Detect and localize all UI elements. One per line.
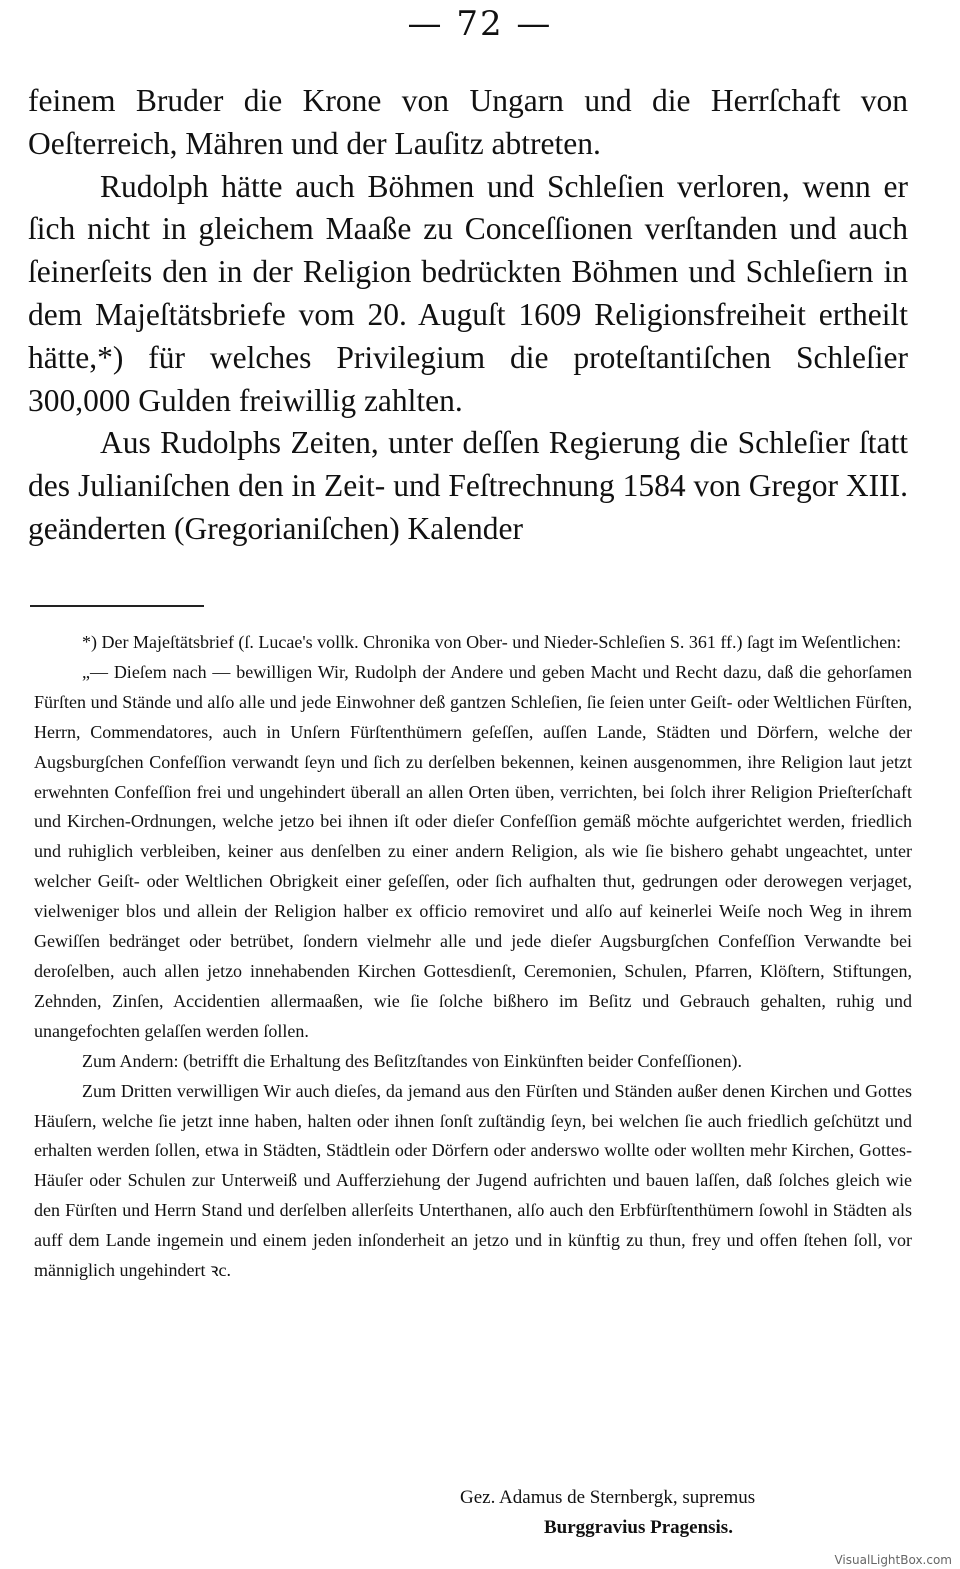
- footnote-paragraph: „— Dieſem nach — bewilligen Wir, Rudolph der Andere und geben Macht und Recht dazu, daß die gehorſamen Fürſten und Stände und alſo alle und jede Einwohner deß gantzen Schleſien, ſie ſeien unter Geiſt- oder Weltlichen Fürſten, Herrn, Commendatores, auch in Unſern Fürſtenthümern geſeſſen, auſſen Lande, Städten und Dörfern, welche der Augsburgſchen Confeſſion verwandt ſeyn und ſich zu derſelben bekennen, keinen ausgenommen, ihre Religion laut jetzt erwehnten Confeſſion frei und ungehindert überall an allen Orten üben, verrichten, bei ſolch ihrer Religion Prieſterſchaft und Kirchen-Ordnungen, welche jetzo bei ihnen iſt oder dieſer Confeſſion gemäß möchte aufgerichtet werden, friedlich und ruhiglich verbleiben, keiner aus denſelben zu einer andern Religion, als wie ſie bishero gehabt ungeachtet, unter welcher Geiſt- oder Weltlichen Obrigkeit einer geſeſſen, oder ſich aufhalten thut, gedrungen oder derowegen verjaget, vielweniger blos und allein der Religion halber ex officio removiret und alſo auf keinerlei Weiſe noch Weg in ihrem Gewiſſen bedränget oder betrübet, ſondern vielmehr alle und jede dieſer Augsburgſchen Confeſſion Verwandte bei deroſelben, auch allen jetzo innehabenden Kirchen Gottesdienſt, Ceremonien, Schulen, Pfarren, Klöſtern, Stiftungen, Zehnden, Zinſen, Accidentien allermaaßen, wie ſie ſolche bißhero im Beſitz und Gebrauch gehalten, ruhig und unangefochten gelaſſen werden ſollen.: [34, 661, 912, 1041]
- page-number: — 72 —: [407, 4, 553, 44]
- body-paragraph: Aus Rudolphs Zeiten, unter deſſen Regierung die Schleſier ſtatt des Julianiſchen den in Zeit- und Feſtrechnung 1584 von Gregor XIII. geänderten (Gregorianiſchen) Kalender: [28, 425, 908, 546]
- signature-line: Gez. Adamus de Sternbergk, supremus: [460, 1487, 756, 1508]
- footnote-paragraph: Zum Andern: (betrifft die Erhaltung des Beſitzſtandes von Einkünften beider Confeſſionen).: [82, 1050, 742, 1071]
- body-paragraph: Rudolph hätte auch Böhmen und Schleſien verloren, wenn er ſich nicht in gleichem Maaße zu Conceſſionen verſtanden und auch ſeinerſeits den in der Religion bedrückten Böhmen und Schleſiern in dem Majeſtätsbriefe vom 20. Auguſt 1609 Religionsfreiheit ertheilt hätte,*) für welches Privilegium die proteſtantiſchen Schleſier 300,000 Gulden freiwillig zahlten.: [28, 168, 908, 418]
- footnote-paragraph: Zum Dritten verwilligen Wir auch dieſes, da jemand aus den Fürſten und Ständen außer denen Kirchen und Gottes Häuſern, welche ſie jetzt inne haben, halten oder ihnen ſonſt zuſtändig ſeyn, bei welchen ſie auch friedlich geſchützt und erhalten werden ſollen, etwa in Städten, Städtlein oder Dörfern oder anderswo wollte oder wollten mehr Kirchen, Gottes-Häuſer oder Schulen zur Unterweiß und Aufferziehung der Jugend aufrichten und bauen laſſen, daß ſolches gleich wie den Fürſten und Herrn Stand und derſelben allerſeits Unterthanen, alſo auch den Erbfürſtenthümern ſowohl in Städten als auff dem Lande ingemein und einem jeden inſonderheit an jetzo und in künftig zu thun, frey und offen ſtehen ſoll, vor männiglich ungehindert ꝛc.: [34, 1080, 912, 1281]
- footnote-divider: [30, 605, 204, 607]
- footnote-paragraph: *) Der Majeſtätsbrief (ſ. Lucae's vollk. Chronika von Ober- und Nieder-Schleſien S. 361 ff.) ſagt im Weſentlichen:: [82, 632, 902, 652]
- watermark: VisualLightBox.com: [834, 1553, 952, 1567]
- body-text: [28, 80, 908, 551]
- signature-line: Burggravius Pragensis.: [544, 1517, 733, 1538]
- body-paragraph: feinem Bruder die Krone von Ungarn und die Herrſchaft von Oeſterreich, Mähren und der Lauſitz abtreten.: [28, 83, 908, 161]
- signature-block: [460, 1483, 900, 1543]
- footnote: [34, 628, 912, 1286]
